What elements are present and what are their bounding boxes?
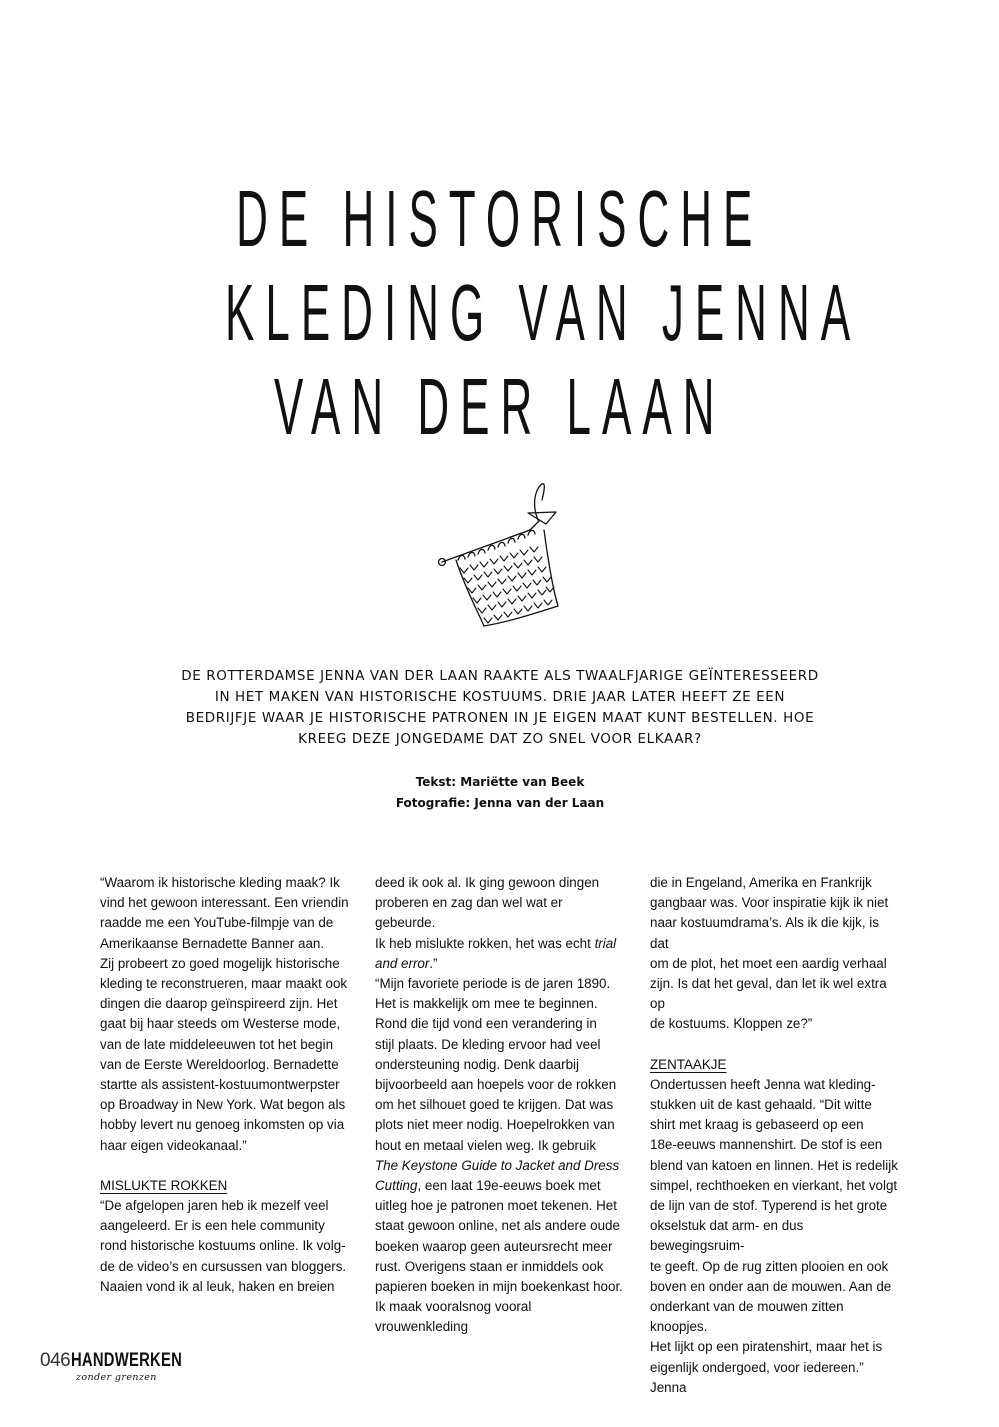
italic-text: and error xyxy=(375,955,430,971)
body-line: stijl plaats. De kleding ervoor had veel xyxy=(375,1036,601,1052)
magazine-tagline: zonder grenzen xyxy=(76,1372,157,1383)
body-line: bijvoorbeeld aan hoepels voor de rokken xyxy=(375,1077,617,1093)
lead-line: IN HET MAKEN VAN HISTORISCHE KOSTUUMS. DRIE JAAR LATER HEEFT ZE EEN xyxy=(214,689,786,705)
subheading: ZENTAAKJE xyxy=(650,1056,727,1072)
title-line-3: VAN DER LAAN xyxy=(273,361,726,451)
lead-paragraph xyxy=(160,666,840,750)
subheading: MISLUKTE ROKKEN xyxy=(100,1177,228,1193)
italic-text: trial xyxy=(594,935,617,951)
body-line: “Mijn favoriete periode is de jaren 1890. xyxy=(375,976,611,992)
knitting-swatch-icon xyxy=(438,480,563,630)
title-line-1: DE HISTORISCHE xyxy=(236,173,764,263)
body-line: op Broadway in New York. Wat begon als xyxy=(100,1097,346,1113)
body-line: 18e-eeuws mannenshirt. De stof is een xyxy=(650,1137,883,1153)
body-line: deed ik ook al. Ik ging gewoon dingen xyxy=(375,875,600,890)
body-line: gaat bij haar steeds om Westerse mode, xyxy=(100,1016,341,1032)
body-line: haar eigen videokanaal.” xyxy=(100,1137,247,1153)
body-line: papieren boeken in mijn boekenkast hoor. xyxy=(375,1279,623,1295)
page-footer xyxy=(40,1350,214,1383)
body-line: raadde me een YouTube-filmpje van de xyxy=(100,915,334,931)
body-line: gangbaar was. Voor inspiratie kijk ik niet xyxy=(650,895,889,911)
body-line: rust. Overigens staan er inmiddels ook xyxy=(375,1258,604,1274)
body-line: staat gewoon online, net als andere oude xyxy=(375,1218,620,1234)
body-line: de kostuums. Kloppen ze?” xyxy=(650,1016,813,1032)
body-line: Het is makkelijk om mee te beginnen. xyxy=(375,996,598,1012)
book-title: Cutting xyxy=(375,1178,418,1194)
body-line: rond historische kostuums online. Ik volg- xyxy=(100,1238,346,1254)
body-line: hobby levert nu genoeg inkomsten op via xyxy=(100,1117,345,1133)
body-line: de de video’s en cursussen van bloggers. xyxy=(100,1258,347,1274)
body-line: te geeft. Op de rug zitten plooien en ook xyxy=(650,1258,889,1274)
photo-credit: Fotografie: Jenna van der Laan xyxy=(395,796,605,810)
article-title xyxy=(225,172,862,454)
body-line: blend van katoen en linnen. Het is redelijk xyxy=(650,1157,898,1173)
body-line: Ondertussen heeft Jenna wat kleding- xyxy=(650,1076,876,1092)
body-line: Amerikaanse Bernadette Banner aan. xyxy=(100,935,325,951)
body-line: de lijn van de stof. Typerend is het grote xyxy=(650,1198,888,1214)
book-title: The Keystone Guide to Jacket and Dress xyxy=(375,1157,620,1173)
body-line: dingen die daarop geïnspireerd zijn. Het xyxy=(100,996,338,1012)
author-credit: Tekst: Mariëtte van Beek xyxy=(415,775,585,789)
body-text: .” xyxy=(429,955,438,971)
body-line: uitleg hoe je patronen moet tekenen. Het xyxy=(375,1198,617,1214)
body-line: Zij probeert zo goed mogelijk historische xyxy=(100,955,340,971)
body-line xyxy=(375,1156,625,1176)
body-line: van de late middeleeuwen tot het begin xyxy=(100,1036,334,1052)
lead-line: KREEG DEZE JONGEDAME DAT ZO SNEL VOOR ELKAAR? xyxy=(298,731,702,747)
body-line: stukken uit de kast gehaald. “Dit witte xyxy=(650,1097,872,1113)
page-number: 046 xyxy=(40,1350,71,1371)
body-line: om de plot, het moet een aardig verhaal xyxy=(650,955,887,971)
body-line: Het lijkt op een piratenshirt, maar het is xyxy=(650,1339,883,1355)
body-line: plots niet meer nodig. Hoepelrokken van xyxy=(375,1117,615,1133)
body-column-3 xyxy=(650,873,900,1398)
magazine-brand: HANDWERKEN xyxy=(71,1350,183,1371)
body-line: kleding te reconstrueren, maar maakt ook xyxy=(100,976,348,992)
lead-line: BEDRIJFJE WAAR JE HISTORISCHE PATRONEN IN JE EIGEN MAAT KUNT BESTELLEN. HOE xyxy=(185,710,815,726)
body-line: zijn. Is dat het geval, dan let ik wel extra op xyxy=(650,976,887,1012)
body-line: om het silhouet goed te krijgen. Dat was xyxy=(375,1097,614,1113)
body-line: naar kostuumdrama’s. Als ik die kijk, is dat xyxy=(650,915,879,951)
body-line: simpel, rechthoeken en vierkant, het volgt xyxy=(650,1177,898,1193)
body-line: ondersteuning nodig. Denk daarbij xyxy=(375,1056,579,1072)
body-line: “Waarom ik historische kleding maak? Ik xyxy=(100,875,340,890)
body-line xyxy=(375,1176,625,1196)
body-line: okselstuk dat arm- en dus bewegingsruim- xyxy=(650,1218,804,1254)
body-line: vind het gewoon interessant. Een vriendin xyxy=(100,895,349,911)
body-line: shirt met kraag is gebaseerd op een xyxy=(650,1117,864,1133)
body-line: boeken waarop geen auteursrecht meer xyxy=(375,1238,613,1254)
body-line: eigenlijk ondergoed, voor iedereen.” Jenna xyxy=(650,1359,864,1395)
body-line: “De afgelopen jaren heb ik mezelf veel xyxy=(100,1198,329,1214)
body-column-2 xyxy=(375,873,625,1338)
lead-line: DE ROTTERDAMSE JENNA VAN DER LAAN RAAKTE ALS TWAALFJARIGE GEÏNTERESSEERD xyxy=(181,668,819,684)
body-line: hout en metaal vielen weg. Ik gebruik xyxy=(375,1137,597,1153)
body-line: van de Eerste Wereldoorlog. Bernadette xyxy=(100,1056,339,1072)
body-line xyxy=(375,934,625,954)
body-line: startte als assistent-kostuumontwerpster xyxy=(100,1077,340,1093)
title-line-2: KLEDING VAN JENNA xyxy=(225,267,862,357)
body-line: die in Engeland, Amerika en Frankrijk xyxy=(650,875,872,890)
credits xyxy=(300,772,700,814)
body-line: Ik maak vooralsnog vooral vrouwenkleding xyxy=(375,1299,532,1335)
body-text: Ik heb mislukte rokken, het was echt xyxy=(375,935,595,951)
body-line: proberen en zag dan wel wat er gebeurde. xyxy=(375,895,563,931)
body-line xyxy=(375,954,625,974)
body-line: onderkant van de mouwen zitten knoopjes. xyxy=(650,1299,844,1335)
body-text: , een laat 19e-eeuws boek met xyxy=(417,1178,601,1194)
body-line: boven en onder aan de mouwen. Aan de xyxy=(650,1278,892,1294)
body-line: aangeleerd. Er is een hele community xyxy=(100,1218,325,1234)
body-column-1 xyxy=(100,873,350,1297)
body-line: Naaien vond ik al leuk, haken en breien xyxy=(100,1278,335,1294)
body-line: Rond die tijd vond een verandering in xyxy=(375,1016,597,1032)
